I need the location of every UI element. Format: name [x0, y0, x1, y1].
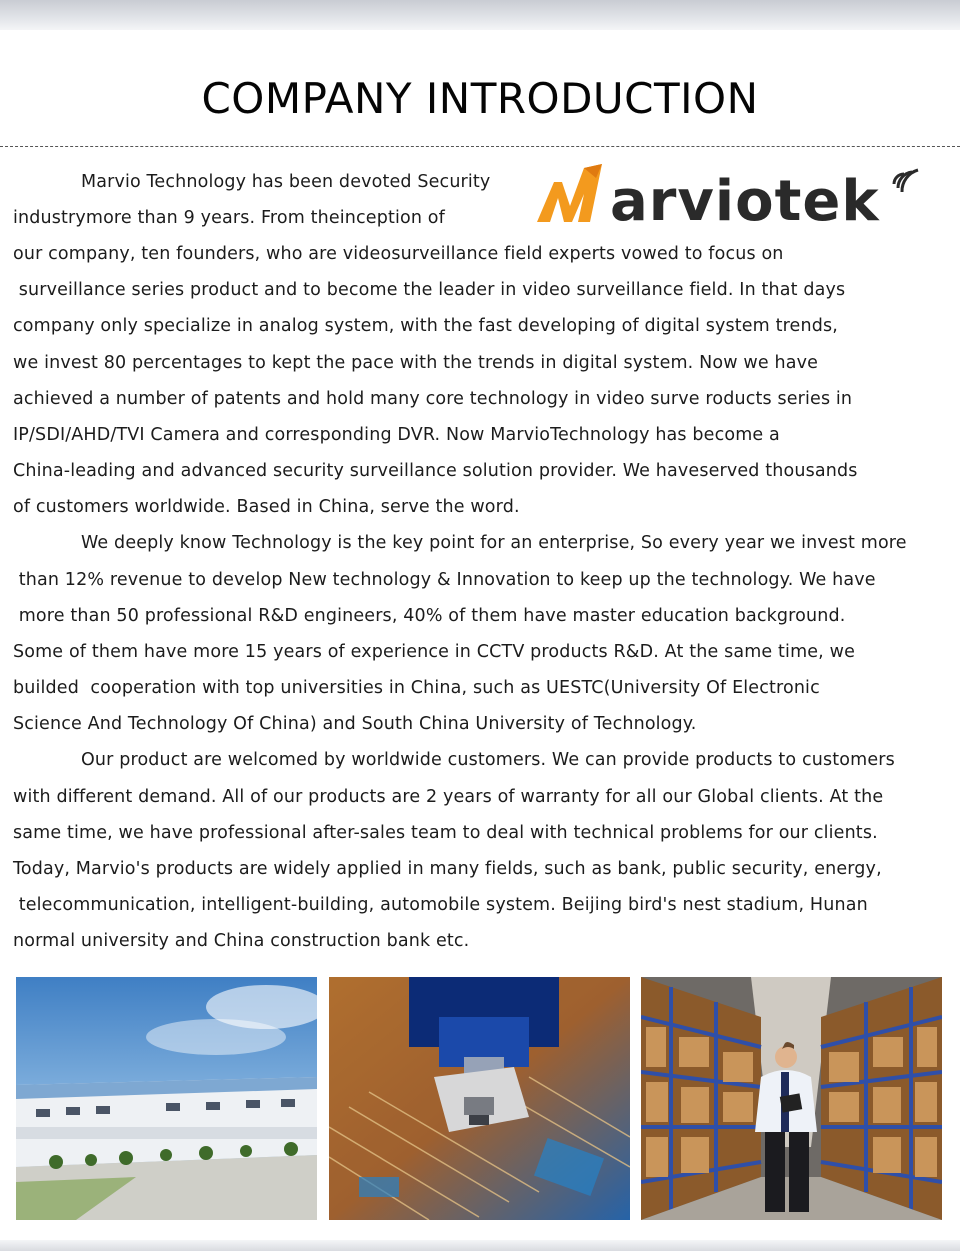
top-band: [0, 0, 960, 30]
text-line: We deeply know Technology is the key point for an enterprise, So every year we invest more: [81, 533, 907, 553]
text-line: builded cooperation with top universities in China, such as UESTC(University Of Electronic: [13, 678, 820, 698]
text-line: of customers worldwide. Based in China, serve the word.: [13, 497, 520, 517]
text-line: same time, we have professional after-sales team to deal with technical problems for our clients.: [13, 823, 878, 843]
dashed-divider: [0, 146, 960, 147]
text-line: company only specialize in analog system, with the fast developing of digital system trends,: [13, 316, 838, 336]
text-line: normal university and China construction bank etc.: [13, 931, 470, 951]
text-line: telecommunication, intelligent-building, automobile system. Beijing bird's nest stadium, Hunan: [13, 895, 868, 915]
text-line: more than 50 professional R&D engineers, 40% of them have master education background.: [13, 606, 846, 626]
text-line: achieved a number of patents and hold many core technology in video surve roducts series in: [13, 389, 853, 409]
marviotek-logo: [532, 160, 922, 235]
text-line: Science And Technology Of China) and South China University of Technology.: [13, 714, 697, 734]
text-line: Marvio Technology has been devoted Security: [81, 172, 491, 192]
page-title: COMPANY INTRODUCTION: [201, 74, 759, 123]
factory-building-photo: [16, 977, 317, 1220]
logo-text: arviotek: [610, 169, 880, 234]
text-line: Today, Marvio's products are widely applied in many fields, such as bank, public security, energy,: [13, 859, 882, 879]
text-line: IP/SDI/AHD/TVI Camera and corresponding DVR. Now MarvioTechnology has become a: [13, 425, 780, 445]
text-line: Our product are welcomed by worldwide customers. We can provide products to customers: [81, 750, 895, 770]
text-line: with different demand. All of our products are 2 years of warranty for all our Global clients. At the: [13, 787, 884, 807]
warehouse-photo: [641, 977, 942, 1220]
text-line: Some of them have more 15 years of experience in CCTV products R&D. At the same time, we: [13, 642, 855, 662]
text-line: industrymore than 9 years. From theinception of: [13, 208, 445, 228]
text-line: we invest 80 percentages to kept the pace with the trends in digital system. Now we have: [13, 353, 819, 373]
text-line: surveillance series product and to become the leader in video surveillance field. In that days: [13, 280, 846, 300]
circuit-board-photo: [329, 977, 630, 1220]
text-line: than 12% revenue to develop New technology & Innovation to keep up the technology. We have: [13, 570, 876, 590]
text-line: China-leading and advanced security surveillance solution provider. We haveserved thousands: [13, 461, 858, 481]
bottom-band: [0, 1240, 960, 1251]
text-line: our company, ten founders, who are videosurveillance field experts vowed to focus on: [13, 244, 784, 264]
